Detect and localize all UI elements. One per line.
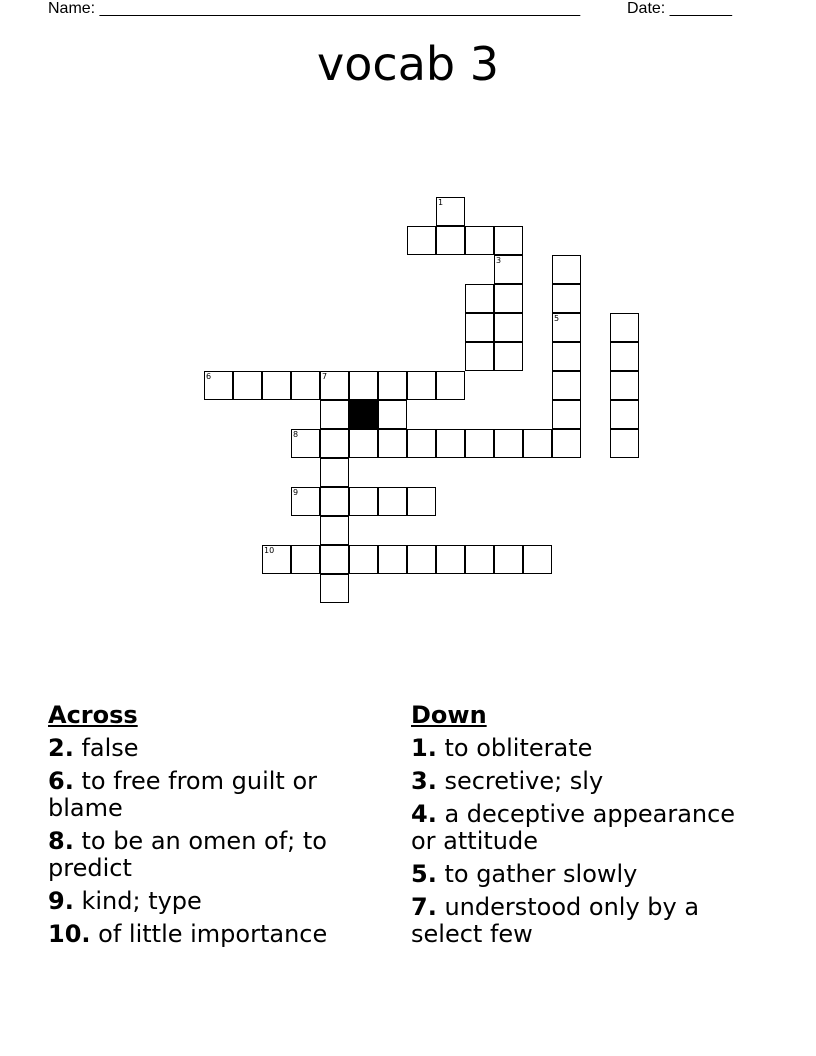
crossword-cell — [494, 545, 523, 574]
crossword-cell — [465, 342, 494, 371]
crossword-cell — [552, 284, 581, 313]
crossword-cell — [320, 545, 349, 574]
crossword-cell — [262, 371, 291, 400]
across-heading: Across — [48, 701, 138, 729]
crossword-cell — [610, 371, 639, 400]
crossword-cell — [291, 429, 320, 458]
crossword-cell — [436, 226, 465, 255]
crossword-cell — [378, 487, 407, 516]
crossword-cell — [320, 487, 349, 516]
crossword-cell — [320, 429, 349, 458]
clue-text: to be an omen of; to predict — [48, 827, 327, 882]
crossword-cell — [320, 574, 349, 603]
clue-number-label: 7 — [322, 372, 328, 381]
crossword-cell — [349, 429, 378, 458]
clue-number-label: 8 — [293, 430, 299, 439]
crossword-cell — [494, 284, 523, 313]
clue-text: false — [81, 734, 139, 762]
clue-number-label: 1 — [438, 198, 444, 207]
crossword-cell — [465, 313, 494, 342]
clue-number-label: 10 — [264, 546, 275, 555]
clue-text: understood only by a select few — [411, 893, 700, 948]
crossword-cell — [291, 545, 320, 574]
crossword-cell — [494, 255, 523, 284]
crossword-cell — [552, 371, 581, 400]
clue-number: 1. — [411, 734, 437, 762]
crossword-cell — [552, 255, 581, 284]
crossword-cell — [349, 371, 378, 400]
crossword-cell — [610, 342, 639, 371]
down-clues — [411, 702, 741, 954]
crossword-cell — [407, 371, 436, 400]
crossword-cell — [407, 226, 436, 255]
crossword-cell — [291, 371, 320, 400]
clue-text: of little importance — [98, 920, 328, 948]
clue-number: 6. — [48, 767, 74, 795]
crossword-cell — [494, 313, 523, 342]
crossword-cell — [378, 371, 407, 400]
clue-across-6 — [48, 768, 378, 822]
clue-number: 7. — [411, 893, 437, 921]
clue-number-label: 5 — [554, 314, 560, 323]
crossword-cell — [378, 429, 407, 458]
crossword-cell — [523, 545, 552, 574]
clue-number: 8. — [48, 827, 74, 855]
clue-number: 3. — [411, 767, 437, 795]
clue-down-4 — [411, 801, 741, 855]
clue-number-label: 9 — [293, 488, 299, 497]
crossword-cell — [378, 545, 407, 574]
clue-number: 9. — [48, 887, 74, 915]
clue-across-8 — [48, 828, 378, 882]
clue-down-1 — [411, 735, 741, 762]
clue-number-label: 6 — [206, 372, 212, 381]
crossword-cell — [494, 342, 523, 371]
clue-number: 5. — [411, 860, 437, 888]
crossword-cell — [436, 429, 465, 458]
crossword-cell — [552, 429, 581, 458]
crossword-cell — [407, 545, 436, 574]
clue-text: a deceptive appearance or attitude — [411, 800, 736, 855]
crossword-cell — [465, 429, 494, 458]
date-field-label: Date: _______ — [627, 0, 732, 17]
crossword-cell — [204, 371, 233, 400]
clue-number-label: 3 — [496, 256, 502, 265]
clue-number: 4. — [411, 800, 437, 828]
crossword-cell — [320, 400, 349, 429]
clue-text: to free from guilt or blame — [48, 767, 317, 822]
name-field-label: Name: ______________________________________________________ — [48, 0, 581, 17]
crossword-cell — [552, 400, 581, 429]
across-clues — [48, 702, 378, 954]
clue-number: 2. — [48, 734, 74, 762]
clue-text: to gather slowly — [444, 860, 638, 888]
crossword-cell — [436, 545, 465, 574]
crossword-cell — [349, 545, 378, 574]
crossword-cell — [320, 371, 349, 400]
crossword-cell — [349, 487, 378, 516]
crossword-cell — [378, 400, 407, 429]
crossword-cell — [465, 545, 494, 574]
crossword-cell — [320, 458, 349, 487]
crossword-cell — [436, 371, 465, 400]
crossword-cell — [407, 487, 436, 516]
crossword-cell — [494, 226, 523, 255]
crossword-cell — [610, 400, 639, 429]
clue-across-10 — [48, 921, 378, 948]
clue-down-3 — [411, 768, 741, 795]
clue-down-7 — [411, 894, 741, 948]
page-title: vocab 3 — [317, 37, 499, 91]
crossword-cell — [494, 429, 523, 458]
crossword-black-cell — [349, 400, 378, 429]
clue-text: kind; type — [81, 887, 202, 915]
crossword-cell — [610, 429, 639, 458]
crossword-cell — [552, 342, 581, 371]
crossword-cell — [552, 313, 581, 342]
crossword-cell — [233, 371, 262, 400]
crossword-cell — [320, 516, 349, 545]
crossword-cell — [465, 284, 494, 313]
crossword-cell — [523, 429, 552, 458]
crossword-cell — [291, 487, 320, 516]
crossword-cell — [610, 313, 639, 342]
clue-text: secretive; sly — [444, 767, 604, 795]
crossword-cell — [436, 197, 465, 226]
crossword-cell — [465, 226, 494, 255]
clue-down-5 — [411, 861, 741, 888]
clue-across-2 — [48, 735, 378, 762]
clue-text: to obliterate — [444, 734, 593, 762]
crossword-cell — [262, 545, 291, 574]
down-heading: Down — [411, 701, 487, 729]
clue-number: 10. — [48, 920, 91, 948]
crossword-cell — [407, 429, 436, 458]
clue-across-9 — [48, 888, 378, 915]
